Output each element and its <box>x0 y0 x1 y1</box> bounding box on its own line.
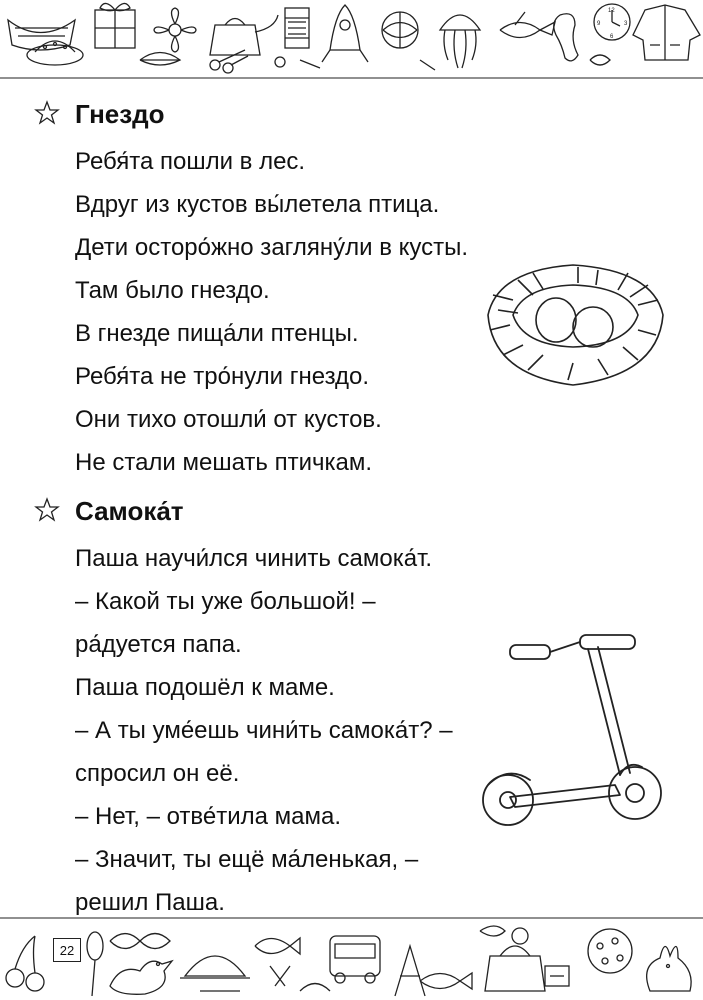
story-line: Там было гнездо. <box>75 277 270 304</box>
story-line: – А ты уме́ешь чини́ть самока́т? – <box>75 717 453 744</box>
svg-text:12: 12 <box>608 8 615 14</box>
story-line: В гнезде пища́ли птенцы. <box>75 320 359 347</box>
story-scooter <box>0 493 703 916</box>
story-line: решил Паша. <box>75 889 225 916</box>
story-line: Ребя́та пошли в лес. <box>75 148 306 175</box>
story-line: Вдруг из кустов вы́летела птица. <box>75 191 440 218</box>
story-line: – Нет, – отве́тила мама. <box>75 803 342 830</box>
top-doodle-border <box>0 0 703 80</box>
bottom-doodle-border <box>0 916 703 1000</box>
nest-with-eggs-illustration <box>478 255 668 395</box>
story-nest <box>0 96 703 476</box>
svg-text:3: 3 <box>624 21 628 27</box>
story-line: ра́дуется папа. <box>75 631 242 658</box>
story-line: Они тихо отошли́ от кустов. <box>75 406 382 433</box>
story-line: Паша научи́лся чинить самока́т. <box>75 545 433 572</box>
story-line: спросил он её. <box>75 760 240 787</box>
story-text <box>75 537 453 924</box>
star-outline-icon <box>34 100 60 126</box>
star-outline-icon <box>34 497 60 523</box>
story-line: Не стали мешать птичкам. <box>75 449 373 476</box>
story-line: Ребя́та не тро́нули гнездо. <box>75 363 370 390</box>
story-title: Гнездо <box>75 99 165 129</box>
svg-text:6: 6 <box>610 34 614 40</box>
page-number: 22 <box>53 938 81 962</box>
story-title-row <box>0 96 703 136</box>
story-line: – Значит, ты ещё ма́ленькая, – <box>75 846 419 873</box>
story-line: – Какой ты уже большой! – <box>75 588 376 615</box>
story-title-row <box>0 493 703 533</box>
kick-scooter-illustration <box>470 625 685 835</box>
story-title: Самока́т <box>75 496 184 526</box>
story-line: Дети осторо́жно загляну́ли в кусты. <box>75 234 469 261</box>
story-line: Паша подошёл к маме. <box>75 674 335 701</box>
story-text <box>75 140 468 484</box>
svg-text:9: 9 <box>597 21 601 27</box>
